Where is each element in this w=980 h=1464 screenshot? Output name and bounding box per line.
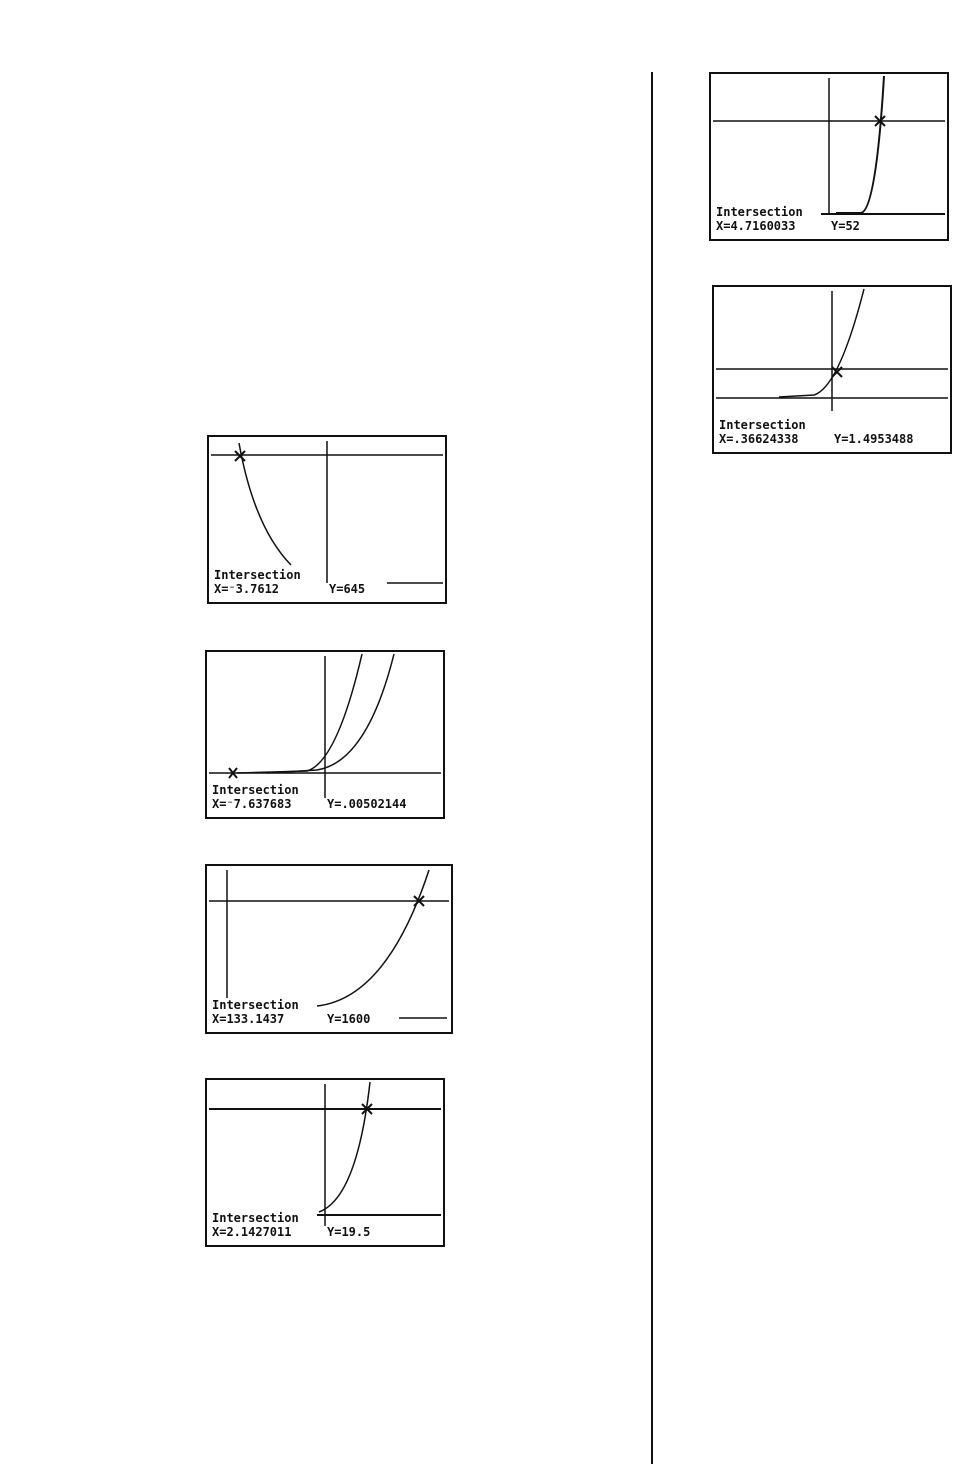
x-readout: X=133.1437 [212, 1012, 285, 1026]
calculator-screen-6 [712, 285, 952, 454]
intersection-title: Intersection [212, 1211, 299, 1225]
curve [319, 1082, 370, 1212]
curve [779, 289, 864, 397]
calculator-screen-4 [205, 1078, 445, 1247]
y-readout: Y=1600 [327, 1012, 371, 1026]
intersection-title: Intersection [212, 998, 299, 1012]
x-readout: X=⁻7.637683 [212, 797, 292, 811]
curve-a [237, 654, 362, 773]
y-readout: Y=19.5 [327, 1225, 371, 1239]
x-readout: X=⁻3.7612 [214, 582, 280, 596]
y-readout: Y=1.4953488 [834, 432, 914, 446]
calculator-screen-5 [709, 72, 949, 241]
calculator-screen-3 [205, 864, 453, 1034]
intersection-title: Intersection [719, 418, 806, 432]
column-divider [651, 72, 653, 1464]
curve [239, 443, 291, 565]
y-readout: Y=645 [329, 582, 366, 596]
x-readout: X=.36624338 [719, 432, 799, 446]
calculator-screen-2 [205, 650, 445, 819]
curve [836, 76, 884, 213]
curve [317, 870, 429, 1006]
y-readout: Y=52 [831, 219, 860, 233]
x-readout: X=4.7160033 [716, 219, 796, 233]
y-readout: Y=.00502144 [327, 797, 407, 811]
x-readout: X=2.1427011 [212, 1225, 292, 1239]
intersection-title: Intersection [716, 205, 803, 219]
intersection-title: Intersection [214, 568, 301, 582]
intersection-title: Intersection [212, 783, 299, 797]
calculator-screen-1 [207, 435, 447, 604]
curve-b [267, 654, 394, 773]
intersection-marker [235, 451, 245, 461]
